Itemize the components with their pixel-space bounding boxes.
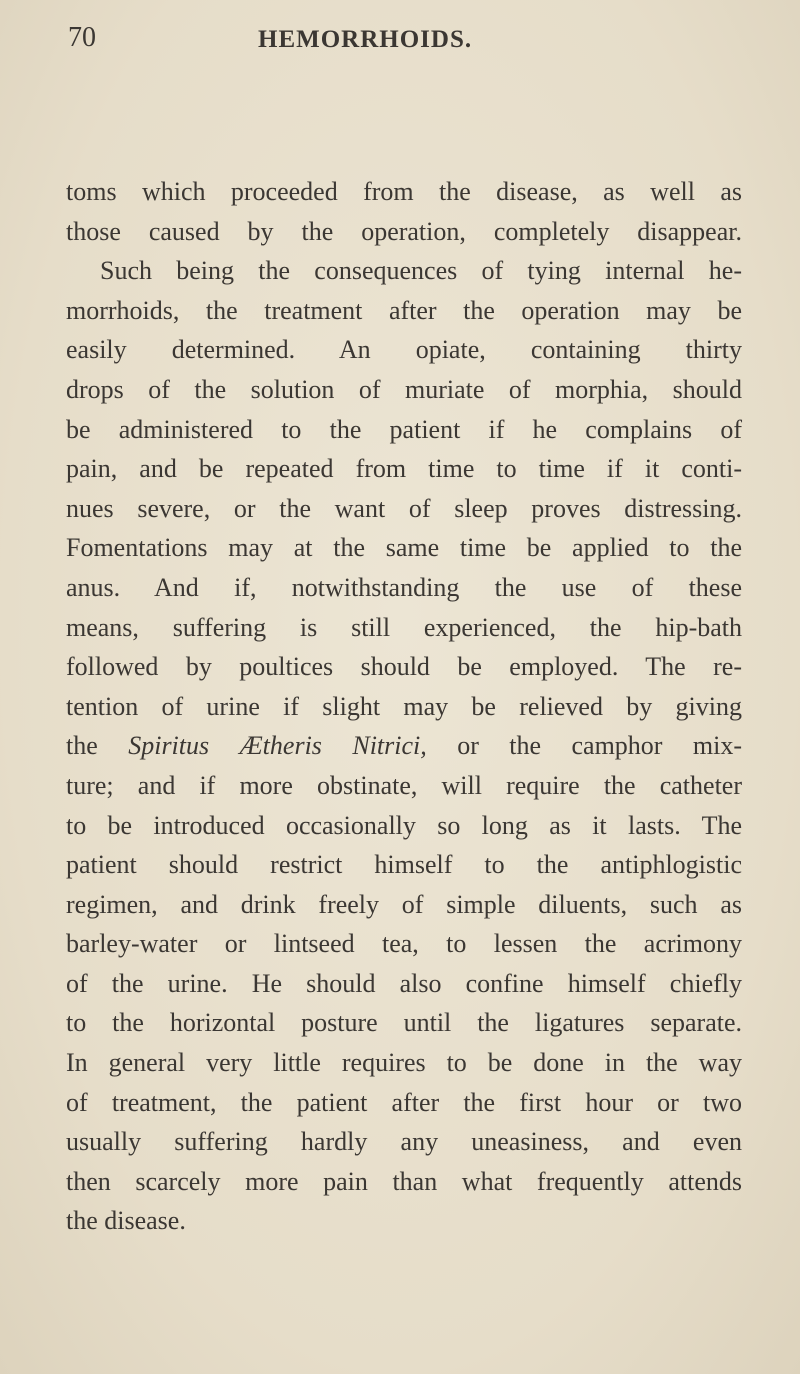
body-text bbox=[66, 172, 742, 1241]
text-line: means, suffering is still experienced, the hip-bath bbox=[66, 612, 742, 642]
text-segment: the bbox=[66, 731, 129, 761]
text-line: drops of the solution of muriate of morphia, should bbox=[66, 374, 742, 404]
text-line: ture; and if more obstinate, will require the catheter bbox=[66, 770, 742, 800]
text-line: toms which proceeded from the disease, as well as bbox=[66, 177, 742, 206]
text-line: the disease. bbox=[66, 1206, 186, 1236]
text-line: to the horizontal posture until the ligatures separate. bbox=[66, 1008, 742, 1038]
text-line: nues severe, or the want of sleep proves distressing. bbox=[66, 493, 742, 523]
text-segment: or the camphor mix- bbox=[426, 731, 742, 761]
text-line bbox=[66, 726, 742, 766]
text-line: to be introduced occasionally so long as it lasts. The bbox=[66, 810, 742, 840]
text-line: pain, and be repeated from time to time if it conti- bbox=[66, 454, 742, 484]
text-line: In general very little requires to be done in the way bbox=[66, 1048, 742, 1078]
text-line: usually suffering hardly any uneasiness, and even bbox=[66, 1127, 742, 1157]
text-line: of treatment, the patient after the first hour or two bbox=[66, 1087, 742, 1117]
page-number: 70 bbox=[68, 22, 96, 53]
text-line: of the urine. He should also confine himself chiefly bbox=[66, 968, 742, 998]
text-line: patient should restrict himself to the antiphlogistic bbox=[66, 850, 742, 880]
text-line: be administered to the patient if he complains of bbox=[66, 414, 742, 444]
text-line: barley-water or lintseed tea, to lessen the acrimony bbox=[66, 929, 742, 959]
italic-term: Spiritus Ætheris Nitrici, bbox=[128, 731, 427, 761]
text-line: those caused by the operation, completely disappear. bbox=[66, 216, 742, 246]
running-title: HEMORRHOIDS. bbox=[258, 26, 473, 53]
text-line: regimen, and drink freely of simple diluents, such as bbox=[66, 889, 742, 919]
text-line: followed by poultices should be employed. The re- bbox=[66, 652, 742, 682]
text-line: easily determined. An opiate, containing thirty bbox=[66, 335, 742, 365]
text-line: morrhoids, the treatment after the operation may be bbox=[66, 295, 742, 325]
text-line: Such being the consequences of tying internal he- bbox=[100, 256, 742, 286]
text-line: anus. And if, notwithstanding the use of these bbox=[66, 572, 742, 602]
text-line: then scarcely more pain than what frequently attends bbox=[66, 1166, 742, 1196]
text-line: tention of urine if slight may be relieved by giving bbox=[66, 691, 742, 721]
text-line: Fomentations may at the same time be applied to the bbox=[66, 533, 742, 563]
